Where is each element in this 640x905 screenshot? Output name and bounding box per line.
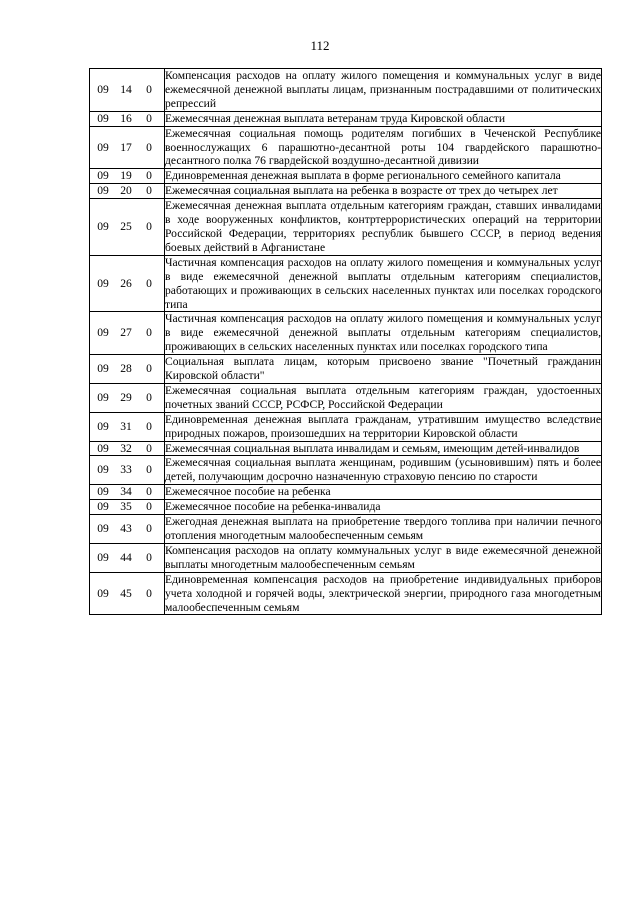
code-part-c2: 43 <box>120 522 132 536</box>
code-part-c3: 0 <box>146 326 152 340</box>
description-cell: Ежемесячная социальная выплата женщинам, родившим (усыновившим) пять и более детей, получающим досрочно назначенную страховую пенсию по старости <box>165 456 601 484</box>
table-row <box>90 456 602 485</box>
description-cell: Частичная компенсация расходов на оплату жилого помещения и коммунальных услуг в виде ежемесячной денежной выплаты отдельным категориям специалистов, работающих и проживающих в сельских населенных пунктах или поселках городского типа <box>165 255 601 311</box>
table-row <box>90 485 602 500</box>
code-cell <box>90 485 165 500</box>
description-cell: Ежемесячная социальная выплата на ребенка в возрасте от трех до четырех лет <box>165 184 602 199</box>
code-part-c3: 0 <box>146 169 152 183</box>
code-part-c2: 14 <box>120 82 132 96</box>
table-row <box>90 355 602 384</box>
code-cell <box>90 543 165 572</box>
code-part-c2: 34 <box>120 485 132 499</box>
code-part-c1: 09 <box>97 220 109 234</box>
code-part-c1: 09 <box>97 169 109 183</box>
table-row <box>90 255 602 312</box>
description-cell: Единовременная денежная выплата в форме регионального семейного капитала <box>165 169 602 184</box>
table-row <box>90 199 602 256</box>
description-cell: Ежемесячная денежная выплата отдельным категориям граждан, ставших инвалидами в ходе вооруженных конфликтов, контртеррористических операций на территории Российской Федерации, территориях республик бывшего СССР, в период ведения боевых действий в Афганистане <box>165 199 601 254</box>
description-cell: Ежегодная денежная выплата на приобретение твердого топлива при наличии печного отопления многодетным малообеспеченным семьям <box>165 515 601 542</box>
code-part-c2: 44 <box>120 550 132 564</box>
code-part-c3: 0 <box>146 500 152 514</box>
code-part-c1: 09 <box>97 586 109 600</box>
code-part-c1: 09 <box>97 550 109 564</box>
code-cell <box>90 383 165 412</box>
code-part-c1: 09 <box>97 111 109 125</box>
code-part-c3: 0 <box>146 586 152 600</box>
code-cell <box>90 126 165 169</box>
code-part-c3: 0 <box>146 276 152 290</box>
code-part-c3: 0 <box>146 111 152 125</box>
code-part-c3: 0 <box>146 441 152 455</box>
code-part-c2: 28 <box>120 362 132 376</box>
code-part-c3: 0 <box>146 140 152 154</box>
code-part-c3: 0 <box>146 390 152 404</box>
table-row <box>90 383 602 412</box>
code-cell <box>90 312 165 355</box>
description-cell: Социальная выплата лицам, которым присвоено звание "Почетный гражданин Кировской области" <box>165 355 601 383</box>
code-cell <box>90 515 165 544</box>
description-cell: Ежемесячное пособие на ребенка <box>165 485 602 500</box>
table-row <box>90 500 602 515</box>
code-part-c2: 17 <box>120 140 132 154</box>
code-part-c2: 35 <box>120 500 132 514</box>
code-part-c3: 0 <box>146 419 152 433</box>
code-part-c3: 0 <box>146 220 152 234</box>
code-part-c2: 20 <box>120 184 132 198</box>
code-part-c1: 09 <box>97 362 109 376</box>
description-cell: Ежемесячное пособие на ребенка-инвалида <box>165 500 602 515</box>
code-cell <box>90 456 165 485</box>
code-part-c2: 31 <box>120 419 132 433</box>
code-part-c1: 09 <box>97 390 109 404</box>
description-cell: Ежемесячная социальная помощь родителям погибших в Чеченской Республике военнослужащих 6 парашютно-десантной роты 104 гвардейского парашютно-десантного полка 76 гвардейской воздушно-десантной дивизии <box>165 126 601 168</box>
table-row <box>90 312 602 355</box>
description-cell: Ежемесячная денежная выплата ветеранам труда Кировской области <box>165 111 602 126</box>
table-row <box>90 441 602 456</box>
code-part-c3: 0 <box>146 550 152 564</box>
code-cell <box>90 184 165 199</box>
code-cell <box>90 169 165 184</box>
code-part-c1: 09 <box>97 441 109 455</box>
table-row <box>90 572 602 615</box>
description-cell: Единовременная компенсация расходов на приобретение индивидуальных приборов учета холодной и горячей воды, электрической энергии, природного газа многодетным малообеспеченным семьям <box>165 572 601 614</box>
page-number: 112 <box>310 38 330 53</box>
code-part-c1: 09 <box>97 485 109 499</box>
code-part-c2: 45 <box>120 586 132 600</box>
code-part-c1: 09 <box>97 522 109 536</box>
code-part-c1: 09 <box>97 140 109 154</box>
description-cell: Единовременная денежная выплата гражданам, утратившим имущество вследствие природных пожаров, произошедших на территории Кировской области <box>165 412 601 440</box>
table-row <box>90 111 602 126</box>
code-part-c3: 0 <box>146 82 152 96</box>
code-cell <box>90 572 165 615</box>
code-part-c1: 09 <box>97 500 109 514</box>
code-part-c2: 26 <box>120 276 132 290</box>
code-part-c2: 29 <box>120 390 132 404</box>
code-part-c3: 0 <box>146 184 152 198</box>
code-cell <box>90 199 165 256</box>
code-part-c1: 09 <box>97 184 109 198</box>
code-part-c1: 09 <box>97 82 109 96</box>
code-part-c1: 09 <box>97 463 109 477</box>
description-cell: Компенсация расходов на оплату жилого помещения и коммунальных услуг в виде ежемесячной денежной выплаты лицам, признанным пострадавшими от политических репрессий <box>165 69 601 110</box>
code-cell <box>90 69 165 112</box>
code-cell <box>90 111 165 126</box>
table-row <box>90 412 602 441</box>
description-cell: Ежемесячная социальная выплата отдельным категориям граждан, удостоенных почетных званий СССР, РСФСР, Российской Федерации <box>165 383 601 411</box>
table-row <box>90 69 602 112</box>
table-row <box>90 515 602 544</box>
code-cell <box>90 500 165 515</box>
table-row <box>90 169 602 184</box>
description-cell: Ежемесячная социальная выплата инвалидам и семьям, имеющим детей-инвалидов <box>165 441 602 456</box>
table-row <box>90 543 602 572</box>
code-part-c3: 0 <box>146 362 152 376</box>
code-part-c2: 32 <box>120 441 132 455</box>
code-part-c2: 25 <box>120 220 132 234</box>
description-cell: Компенсация расходов на оплату коммунальных услуг в виде ежемесячной денежной выплаты многодетным малообеспеченным семьям <box>165 543 601 571</box>
code-cell <box>90 355 165 384</box>
code-part-c3: 0 <box>146 463 152 477</box>
code-cell <box>90 441 165 456</box>
description-cell: Частичная компенсация расходов на оплату жилого помещения и коммунальных услуг в виде ежемесячной денежной выплаты отдельным категориям специалистов, проживающих в сельских населенных пунктах или поселках городского типа <box>165 312 601 354</box>
code-cell <box>90 412 165 441</box>
code-part-c2: 27 <box>120 326 132 340</box>
code-part-c2: 16 <box>120 111 132 125</box>
code-part-c2: 33 <box>120 463 132 477</box>
code-part-c1: 09 <box>97 276 109 290</box>
code-part-c3: 0 <box>146 485 152 499</box>
code-part-c3: 0 <box>146 522 152 536</box>
table-row <box>90 126 602 169</box>
table-row <box>90 184 602 199</box>
code-part-c2: 19 <box>120 169 132 183</box>
code-part-c1: 09 <box>97 326 109 340</box>
code-part-c1: 09 <box>97 419 109 433</box>
code-cell <box>90 255 165 312</box>
budget-code-table <box>89 68 602 615</box>
